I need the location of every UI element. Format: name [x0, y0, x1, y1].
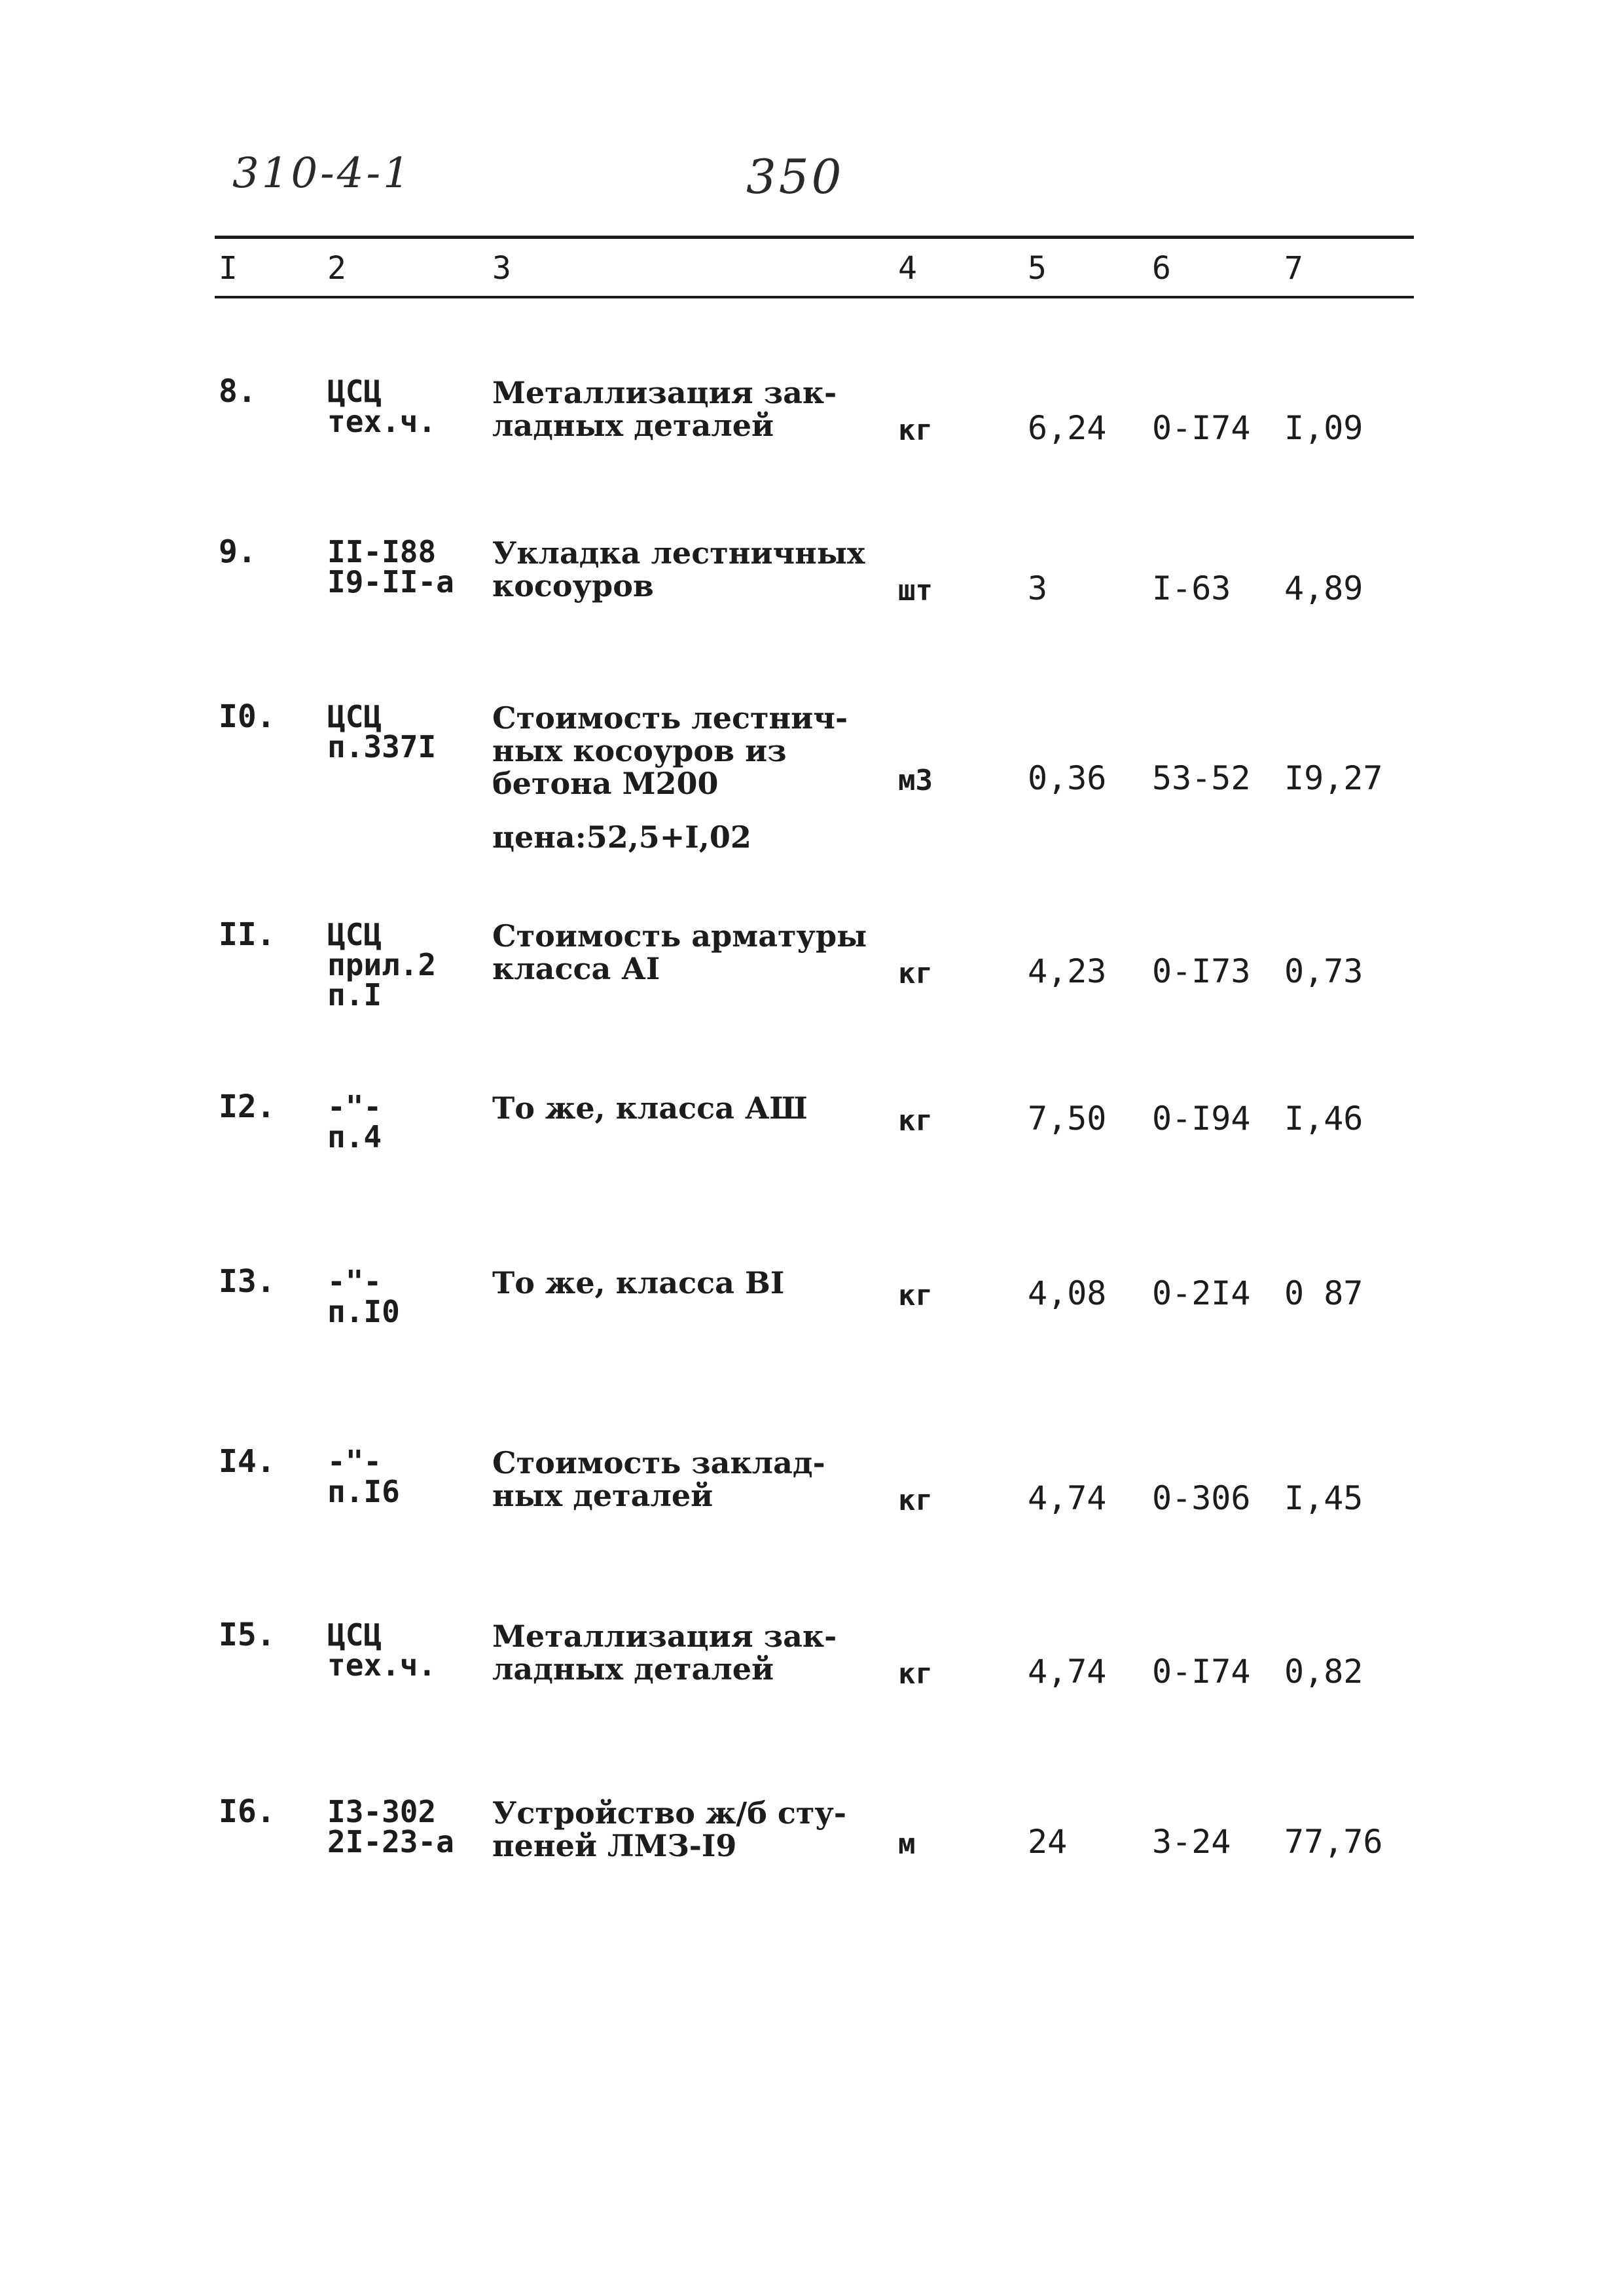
row-number: 8.	[219, 373, 257, 410]
norm-code: ЦСЦ тех.ч.	[327, 374, 437, 439]
page-number: 350	[746, 149, 844, 204]
unit-price: 53-52	[1152, 759, 1251, 797]
work-description: Устройство ж/б сту- пеней ЛМЗ-I9	[492, 1795, 846, 1863]
column-header-5: 5	[1028, 250, 1047, 287]
table-header-rule	[215, 296, 1414, 298]
work-description: Укладка лестничных косоуров	[492, 535, 865, 603]
unit: кг	[898, 957, 933, 990]
norm-code: ЦСЦ прил.2 п.I	[327, 917, 437, 1013]
work-description: Металлизация зак- ладных деталей	[492, 375, 837, 443]
quantity: 4,74	[1028, 1653, 1107, 1691]
row-number: II.	[219, 916, 276, 953]
unit-price: 0-I73	[1152, 952, 1251, 990]
norm-code: -"- п.I6	[327, 1444, 400, 1509]
column-header-7: 7	[1284, 250, 1303, 287]
unit-price: 3-24	[1152, 1823, 1231, 1861]
column-header-1: I	[219, 250, 238, 287]
total-cost: 0 87	[1284, 1274, 1363, 1312]
quantity: 4,23	[1028, 952, 1107, 990]
row-number: I3.	[219, 1263, 276, 1300]
column-header-3: 3	[492, 250, 511, 287]
quantity: 6,24	[1028, 409, 1107, 447]
unit-price: 0-I74	[1152, 1653, 1251, 1691]
total-cost: 0,73	[1284, 952, 1363, 990]
work-description: Металлизация зак- ладных деталей	[492, 1619, 837, 1687]
column-header-2: 2	[327, 250, 346, 287]
work-description: Стоимость арматуры класса АI	[492, 918, 867, 986]
norm-code: ЦСЦ п.337I	[327, 699, 437, 764]
unit: кг	[898, 1104, 933, 1138]
column-header-6: 6	[1152, 250, 1171, 287]
unit-price: 0-I74	[1152, 409, 1251, 447]
quantity: 24	[1028, 1823, 1068, 1861]
table-top-rule	[215, 236, 1414, 239]
work-description: Стоимость лестнич- ных косоуров из бетона М200	[492, 700, 848, 801]
quantity: 7,50	[1028, 1100, 1107, 1138]
quantity: 4,74	[1028, 1479, 1107, 1517]
norm-code: ЦСЦ тех.ч.	[327, 1617, 437, 1683]
row-number: I6.	[219, 1793, 276, 1830]
unit: кг	[898, 1484, 933, 1517]
total-cost: I,46	[1284, 1100, 1363, 1138]
row-number: I4.	[219, 1443, 276, 1480]
total-cost: I9,27	[1284, 759, 1383, 797]
quantity: 3	[1028, 569, 1048, 607]
work-description: То же, класса ВI	[492, 1265, 785, 1300]
row-number: I2.	[219, 1088, 276, 1125]
total-cost: 4,89	[1284, 569, 1363, 607]
unit-price: 0-I94	[1152, 1100, 1251, 1138]
total-cost: 77,76	[1284, 1823, 1383, 1861]
unit: м3	[898, 764, 933, 797]
unit-price: 0-2I4	[1152, 1274, 1251, 1312]
work-description: Стоимость заклад- ных деталей	[492, 1445, 825, 1513]
norm-code: -"- п.I0	[327, 1264, 400, 1329]
row-number: I0.	[219, 698, 276, 735]
total-cost: I,09	[1284, 409, 1363, 447]
total-cost: 0,82	[1284, 1653, 1363, 1691]
unit: шт	[898, 574, 933, 607]
norm-code: II-I88 I9-II-а	[327, 534, 454, 600]
unit: кг	[898, 414, 933, 447]
unit: кг	[898, 1657, 933, 1691]
total-cost: I,45	[1284, 1479, 1363, 1517]
document-code: 310-4-1	[232, 149, 412, 198]
work-description: То же, класса АШ	[492, 1090, 808, 1126]
row-number: 9.	[219, 533, 257, 570]
unit-price: I-63	[1152, 569, 1231, 607]
quantity: 4,08	[1028, 1274, 1107, 1312]
price-note: цена:52,5+I,02	[492, 819, 751, 855]
norm-code: I3-302 2I-23-а	[327, 1794, 454, 1859]
column-header-4: 4	[898, 250, 917, 287]
row-number: I5.	[219, 1617, 276, 1653]
unit: кг	[898, 1279, 933, 1312]
quantity: 0,36	[1028, 759, 1107, 797]
unit: м	[898, 1827, 916, 1861]
unit-price: 0-306	[1152, 1479, 1251, 1517]
norm-code: -"- п.4	[327, 1089, 382, 1155]
